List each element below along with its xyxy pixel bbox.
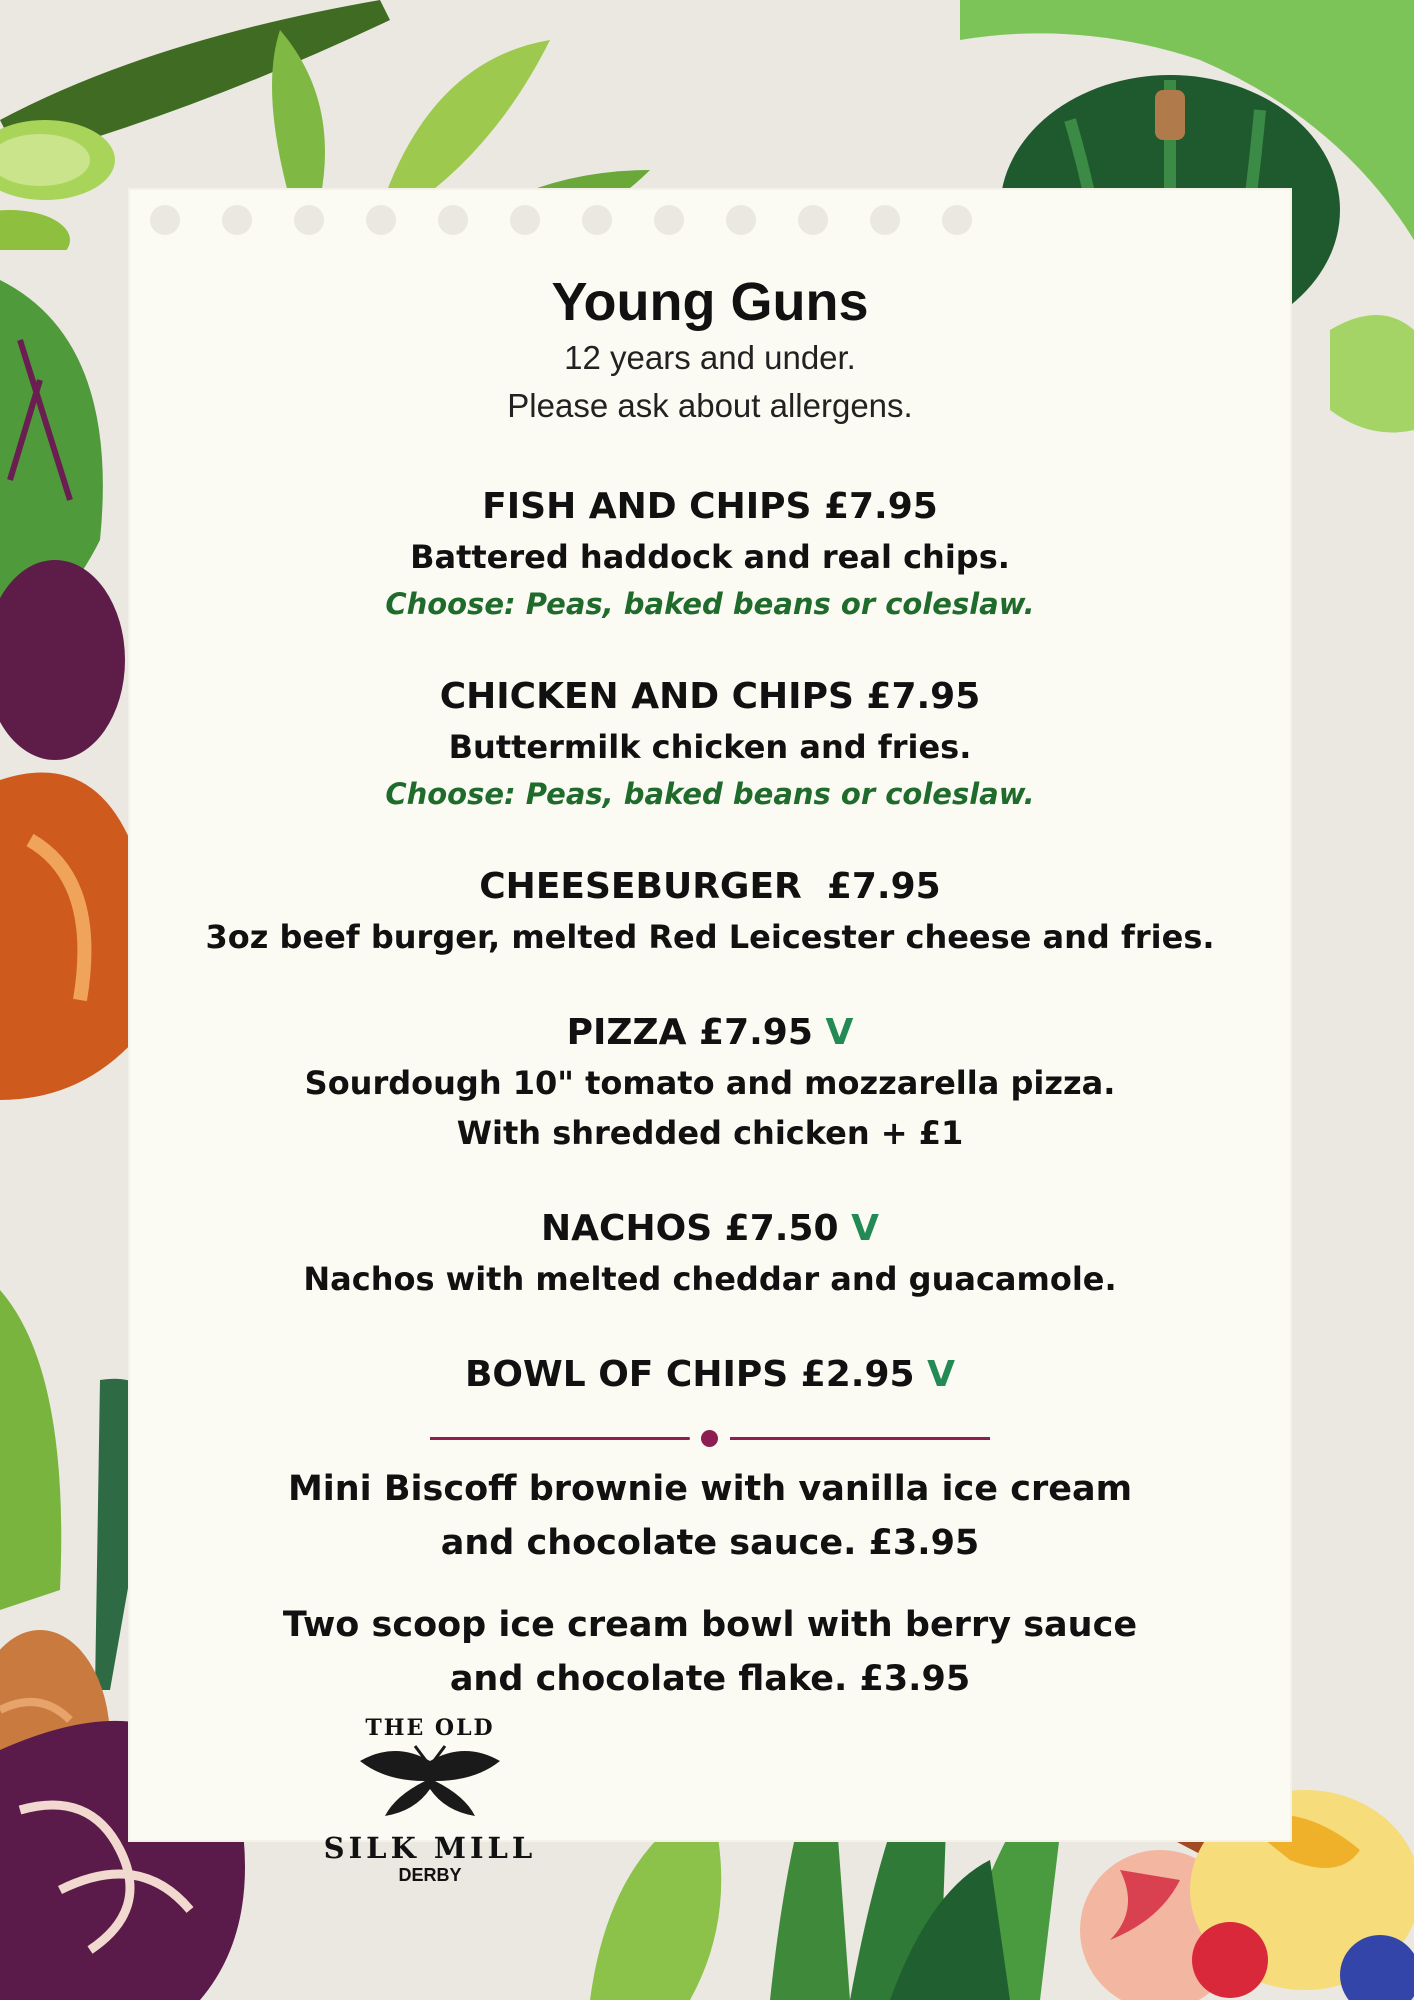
item-description: Nachos with melted cheddar and guacamole. [303, 1260, 1117, 1298]
vegetarian-badge: V [825, 1012, 854, 1053]
item-choice: Choose: Peas, baked beans or coleslaw. [385, 587, 1035, 621]
menu-item [130, 1350, 1290, 1400]
dessert-line: Mini Biscoff brownie with vanilla ice cream [287, 1469, 1133, 1509]
item-name: FISH AND CHIPS £7.95 [482, 486, 938, 527]
menu-item [130, 482, 1290, 626]
notebook-holes [150, 205, 1020, 245]
menu-subtitle-age: 12 years and under. [564, 339, 856, 376]
item-name-row [130, 1350, 1290, 1400]
dessert-line: and chocolate sauce. £3.95 [440, 1523, 980, 1563]
menu-item [130, 1008, 1290, 1158]
item-name-row [130, 1204, 1290, 1254]
dessert-item [130, 1598, 1290, 1706]
vegetarian-badge: V [851, 1208, 879, 1249]
dessert-line: Two scoop ice cream bowl with berry sauce [282, 1605, 1138, 1645]
item-description: Sourdough 10" tomato and mozzarella pizza. [304, 1064, 1116, 1102]
menu-item [130, 862, 1290, 962]
item-name: NACHOS £7.50 [541, 1208, 839, 1249]
logo-main-text: SILK MILL [323, 1831, 537, 1865]
logo-top-text: THE OLD [365, 1715, 495, 1741]
item-description: Battered haddock and real chips. [410, 538, 1010, 576]
menu-item [130, 1204, 1290, 1304]
menu-content [130, 270, 1290, 1706]
dessert-line: and chocolate flake. £3.95 [449, 1659, 971, 1699]
menu-subtitle-allergens: Please ask about allergens. [507, 387, 913, 424]
silk-mill-logo [310, 1715, 550, 1945]
item-description: 3oz beef burger, melted Red Leicester cheese and fries. [205, 918, 1215, 956]
menu-item [130, 672, 1290, 816]
moth-icon [355, 1741, 505, 1821]
item-description: Buttermilk chicken and fries. [448, 728, 972, 766]
menu-title: Young Guns [551, 272, 869, 332]
item-name-row [130, 1008, 1290, 1058]
dessert-item [130, 1462, 1290, 1570]
logo-sub-text: DERBY [398, 1865, 462, 1885]
beetroot-illustration [0, 280, 140, 1100]
item-name: BOWL OF CHIPS £2.95 [464, 1354, 915, 1395]
section-divider [430, 1428, 990, 1448]
item-name: CHICKEN AND CHIPS £7.95 [439, 676, 981, 717]
item-name: CHEESEBURGER £7.95 [479, 866, 941, 907]
item-choice: Choose: Peas, baked beans or coleslaw. [385, 777, 1035, 811]
vegetarian-badge: V [927, 1354, 956, 1395]
item-name: PIZZA £7.95 [566, 1012, 813, 1053]
item-extra: With shredded chicken + £1 [456, 1114, 964, 1152]
